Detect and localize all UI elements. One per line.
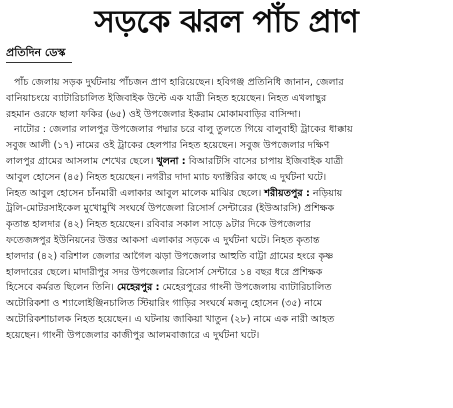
dateline-label: মেহেরপুর : [117,282,160,294]
byline-divider [6,62,72,63]
article-line-text: হালদারের ছেলে। মাদারীপুর সদর উপজেলার রিসোর্স সেন্টারে ১৪ বছর ধরে প্রশিক্ষক [6,266,323,278]
dateline-label: শরীয়তপুর : [264,187,310,199]
dateline-label: খুলনা : [156,155,186,167]
article-line-text: ট্রলি-মোটরসাইকেল মুখোমুখি সংঘর্ষে উপজেলা রিসোর্স সেন্টারের (ইউআরসি) প্রশিক্ষক [6,203,335,215]
article-line-text: অটোরিকশা ও শ্যালোইঞ্জিনচালিত স্টিয়ারিং গাড়ির সংঘর্ষে মজনু হোসেন (৩৫) নামে [6,298,323,310]
article-line-text: রহমান ওরফে ছালা ফকির (৬৫) ওই উপজেলার ইকরাম মোকামবাড়ির বাসিন্দা। [6,108,301,120]
article-line [6,201,449,217]
article-body [6,75,449,344]
article-line-text: লালপুর গ্রামের আসলাম শেখের ছেলে। [6,155,154,167]
article-line-text: আবুল হোসেন (৪৫) নিহত হয়েছেন। নগরীর দাদা ম্যাচ ফ্যাক্টরির কাছে এ দুর্ঘটনা ঘটে। [6,171,327,183]
article-line [6,233,449,249]
article-line-text: সবুজ আলী (১৭) নামের ওই ট্রাকের হেলপার নিহত হয়েছেন। সবুজ উপজেলার দক্ষিণ [6,140,330,152]
article-line [6,138,449,154]
article-line [6,170,449,186]
article-line [6,186,449,202]
article-line [6,249,449,265]
article-line-continuation: বিআরটিসি বাসের চাপায় ইজিবাইক যাত্রী [185,155,344,167]
article-line [6,328,449,344]
article-line-continuation: নড়িয়ায় [309,187,343,199]
article-line [6,75,449,91]
article-line-text: কৃতান্ত হালদার (৪২) নিহত হয়েছেন। রবিবার সকাল সাড়ে ৯টার দিকে উপজেলার [6,219,311,231]
article-line-continuation: মেহেরপুরের গাংনী উপজেলায় ব্যাটারিচালিত [159,282,332,294]
article-line [6,217,449,233]
article-line-text: বানিয়াচংয়ে ব্যাটারিচালিত ইজিবাইক উল্টে এক যাত্রী নিহত হয়েছেন। নিহত এখলাছুর [6,92,327,104]
article-line [6,122,449,138]
article-line [6,107,449,123]
article-line [6,280,449,296]
article-line-text: পাঁচ জেলায় সড়ক দুর্ঘটনায় পাঁচজন প্রাণ হারিয়েছেন। হবিগঞ্জ প্রতিনিধি জানান, জেলার [14,77,344,88]
article-line [6,312,449,328]
article-line-text: ফতেজঙ্গপুর ইউনিয়নের উত্তর আকসা এলাকার সড়কে এ দুর্ঘটনা ঘটে। নিহত কৃতান্ত [6,234,320,246]
article-line [6,91,449,107]
article-headline: সড়কে ঝরল পাঁচ প্রাণ [94,4,359,40]
article-line-text: হিসেবে কর্মরত ছিলেন তিনি। [6,282,114,294]
article-byline: প্রতিদিন ডেস্ক [6,46,66,59]
article-line-text: হয়েছেন। গাংনী উপজেলার কাজীপুর আলমবাজারে এ দুর্ঘটনা ঘটে। [6,329,260,341]
article-line [6,296,449,312]
article-line-text: নাটোর : জেলার লালপুর উপজেলার পদ্মার চরে বালু তুলতে গিয়ে বালুবাহী ট্রাকের ধাক্কায় [14,124,353,136]
article-line-text: নিহত আবুল হোসেন চাঁনমারী এলাকার আবুল মালেক মাঝির ছেলে। [6,187,262,199]
article-line-text: হালদার (৪২) বরিশাল জেলার আগৈল ঝড়া উপজেলার আহুতি বাট্টা গ্রামের হংরে কৃষ্ণ [6,250,334,262]
article-line-text: অটোরিকশাচালক নিহত হয়েছেন। এ ঘটনায় জাকিয়া খাতুন (২৮) নামে এক নারী আহত [6,313,335,325]
article-line [6,154,449,170]
article-line [6,265,449,281]
